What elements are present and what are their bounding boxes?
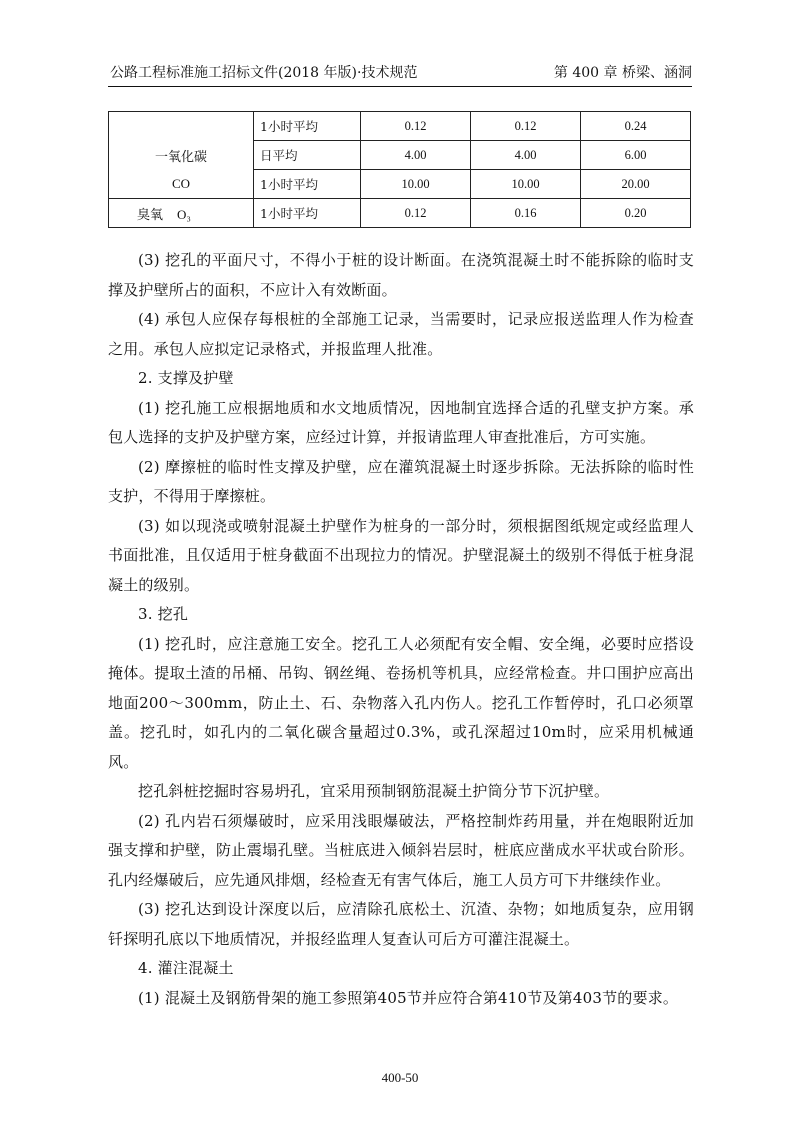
section-heading: 2. 支撑及护壁 xyxy=(138,369,234,387)
table-row xyxy=(109,112,691,141)
period-cell: 日平均 xyxy=(254,141,361,170)
value-cell: 4.00 xyxy=(361,141,471,170)
value-cell: 4.00 xyxy=(471,141,581,170)
value-cell: 0.12 xyxy=(471,112,581,141)
pollutant-cell xyxy=(109,112,254,199)
value-cell: 0.24 xyxy=(581,112,691,141)
air-quality-table xyxy=(108,111,691,228)
pollutant-cell xyxy=(109,199,254,228)
paragraph: (4) 承包人应保存每根桩的全部施工记录，当需要时，记录应报送监理人作为检查之用。承包人应拟定记录格式，并报监理人批准。 xyxy=(108,310,694,358)
paragraph: (1) 挖孔施工应根据地质和水文地质情况，因地制宜选择合适的孔壁支护方案。承包人选择的支护及护壁方案，应经过计算，并报请监理人审查批准后，方可实施。 xyxy=(108,398,694,446)
table-row xyxy=(109,199,691,228)
period-cell: 1小时平均 xyxy=(254,112,361,141)
pollutant-name: 臭氧 xyxy=(137,207,164,223)
value-cell: 0.16 xyxy=(471,199,581,228)
value-cell: 20.00 xyxy=(581,170,691,199)
paragraph: (3) 挖孔达到设计深度以后，应清除孔底松土、沉渣、杂物；如地质复杂，应用钢钎探明孔底以下地质情况，并报经监理人复查认可后方可灌注混凝土。 xyxy=(108,900,694,948)
header-rule xyxy=(108,86,692,87)
value-cell: 0.12 xyxy=(361,199,471,228)
value-cell: 6.00 xyxy=(581,141,691,170)
value-cell: 10.00 xyxy=(361,170,471,199)
value-cell: 10.00 xyxy=(471,170,581,199)
period-cell: 1小时平均 xyxy=(254,170,361,199)
paragraph: (1) 混凝土及钢筋骨架的施工参照第405节并应符合第410节及第403节的要求。 xyxy=(138,988,679,1007)
pollutant-name: 一氧化碳 xyxy=(154,150,207,165)
paragraph: (2) 摩擦桩的临时性支撑及护壁，应在灌筑混凝土时逐步拆除。无法拆除的临时性支护，不得用于摩擦桩。 xyxy=(108,457,694,505)
section-heading: 4. 灌注混凝土 xyxy=(138,959,234,977)
paragraph: 挖孔斜桩挖掘时容易坍孔，宜采用预制钢筋混凝土护筒分节下沉护壁。 xyxy=(138,782,610,800)
pollutant-formula: CO xyxy=(171,176,191,191)
header-chapter-title: 第 400 章 桥梁、涵洞 xyxy=(553,65,692,81)
page-number: 400-50 xyxy=(381,1070,419,1085)
paragraph: (3) 挖孔的平面尺寸，不得小于桩的设计断面。在浇筑混凝土时不能拆除的临时支撑及护壁所占的面积，不应计入有效断面。 xyxy=(108,251,694,299)
paragraph: (2) 孔内岩石须爆破时，应采用浅眼爆破法，严格控制炸药用量，并在炮眼附近加强支撑和护壁，防止震塌孔壁。当桩底进入倾斜岩层时，桩底应凿成水平状或台阶形。孔内经爆破后，应先通风排烟，经检查无有害气体后，施工人员方可下井继续作业。 xyxy=(108,811,694,889)
page-header xyxy=(108,60,692,84)
value-cell: 0.12 xyxy=(361,112,471,141)
header-document-title: 公路工程标准施工招标文件(2018 年版)·技术规范 xyxy=(110,65,418,81)
body-text xyxy=(108,246,694,1013)
period-cell: 1小时平均 xyxy=(254,199,361,228)
paragraph: (1) 挖孔时，应注意施工安全。挖孔工人必须配有安全帽、安全绳，必要时应搭设掩体。提取土渣的吊桶、吊钩、钢丝绳、卷扬机等机具，应经常检查。井口围护应高出地面200～300mm，防止土、石、杂物落入孔内伤人。挖孔工作暂停时，孔口必须罩盖。挖孔时，如孔内的二氧化碳含量超过0.3%，或孔深超过10m时，应采用机械通风。 xyxy=(108,634,694,771)
pollutant-formula: O₃ xyxy=(177,206,191,222)
section-heading: 3. 挖孔 xyxy=(138,605,189,623)
paragraph: (3) 如以现浇或喷射混凝土护壁作为桩身的一部分时，须根据图纸规定或经监理人书面批准，且仅适用于桩身截面不出现拉力的情况。护壁混凝土的级别不得低于桩身混凝土的级别。 xyxy=(108,516,694,594)
value-cell: 0.20 xyxy=(581,199,691,228)
